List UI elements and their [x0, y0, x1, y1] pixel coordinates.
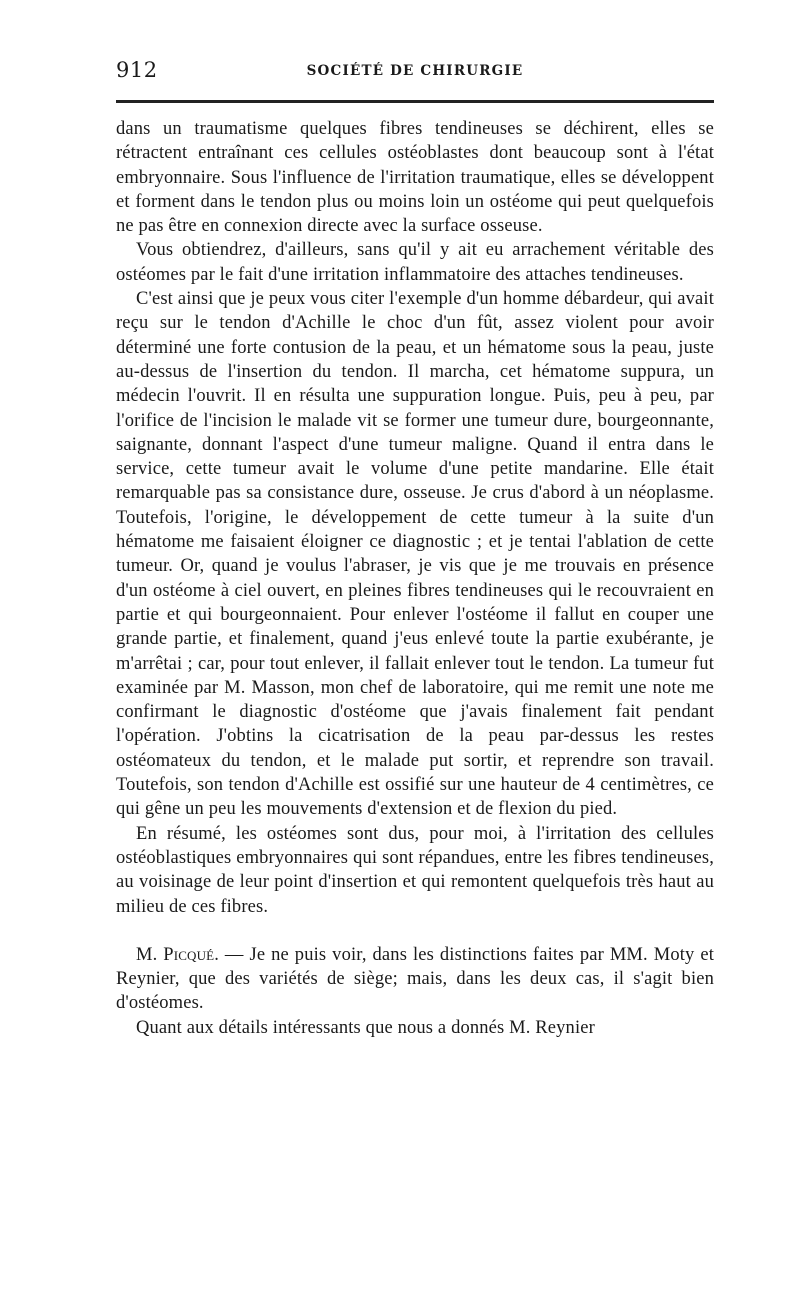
speaker-name: M. Picqué. — [136, 944, 219, 965]
speaker-remark: — Je ne puis voir, dans les distinctions faites par MM. Moty et Reynier, que des variétés de siège; mais, dans les deux cas, il s'agit bien d'ostéomes. — [116, 944, 714, 1014]
paragraph-case-report: C'est ainsi que je peux vous citer l'exemple d'un homme débardeur, qui avait reçu sur le tendon d'Achille le choc d'un fût, assez violent pour avoir déterminé une forte contusion de la peau, et un hématome sous la peau, juste au-dessus de l'insertion du tendon. Il marcha, cet hématome suppura, un médecin l'ouvrit. Il en résulta une suppuration longue. Puis, peu à peu, par l'orifice de l'incision le malade vit se former une tumeur dure, bourgeonnante, saignante, donnant l'aspect d'une tumeur maligne. Quand il entra dans le service, cette tumeur avait le volume d'une petite mandarine. Elle était remarquable pas sa consistance dure, osseuse. Je crus d'abord à un néoplasme. Toutefois, l'origine, le développement de cette tumeur à la suite d'un hématome me faisaient éloigner ce diagnostic ; et je tentai l'ablation de cette tumeur. Or, quand je voulus l'abraser, je vis que je me trouvais en présence d'un ostéome à ciel ouvert, en pleines fibres tendineuses qui le recouvraient en partie et qui bourgeonnaient. Pour enlever l'ostéome il fallut en couper une grande partie, et finalement, quand j'eus enlevé toute la partie exubérante, je m'arrêtai ; car, pour tout enlever, il fallait enlever tout le tendon. La tumeur fut examinée par M. Masson, mon chef de laboratoire, qui me remit une note me confirmant le diagnostic d'ostéome que j'avais finalement fait pendant l'opération. J'obtins la cicatrisation de la peau par-dessus les restes ostéomateux du tendon, et le malade put sortir, et reprendre son travail. Toutefois, son tendon d'Achille est ossifié sur une hauteur de 4 centimètres, ce qui gêne un peu les mouvements d'extension et de flexion du pied. — [116, 289, 714, 820]
paragraph-ailleurs: Vous obtiendrez, d'ailleurs, sans qu'il y ait eu arrachement véritable des ostéomes par le fait d'une irritation inflammatoire des attaches tendineuses. — [116, 240, 714, 285]
paragraph-picque — [116, 943, 714, 1016]
paragraph-summary: En résumé, les ostéomes sont dus, pour moi, à l'irritation des cellules ostéoblastiques embryonnaires qui sont répandues, entre les fibres tendineuses, au voisinage de leur point d'insertion et qui remontent quelquefois très haut au milieu de ces fibres. — [116, 823, 714, 917]
header-rule — [116, 100, 714, 103]
paragraph-continued: dans un traumatisme quelques fibres tendineuses se déchirent, elles se rétractent entraînant ces cellules ostéoblastes dont beaucoup sont à l'état embryonnaire. Sous l'influence de l'irritation traumatique, elles se développent et forment dans le tendon plus ou moins loin un ostéome qui peut quelquefois ne pas être en connexion directe avec la surface osseuse. — [116, 119, 714, 237]
running-title: SOCIÉTÉ DE CHIRURGIE — [306, 63, 524, 79]
paragraph-details: Quant aux détails intéressants que nous a donnés M. Reynier — [136, 1017, 595, 1038]
running-head — [116, 58, 714, 86]
page-number: 912 — [116, 58, 158, 82]
body-text — [116, 117, 714, 1040]
